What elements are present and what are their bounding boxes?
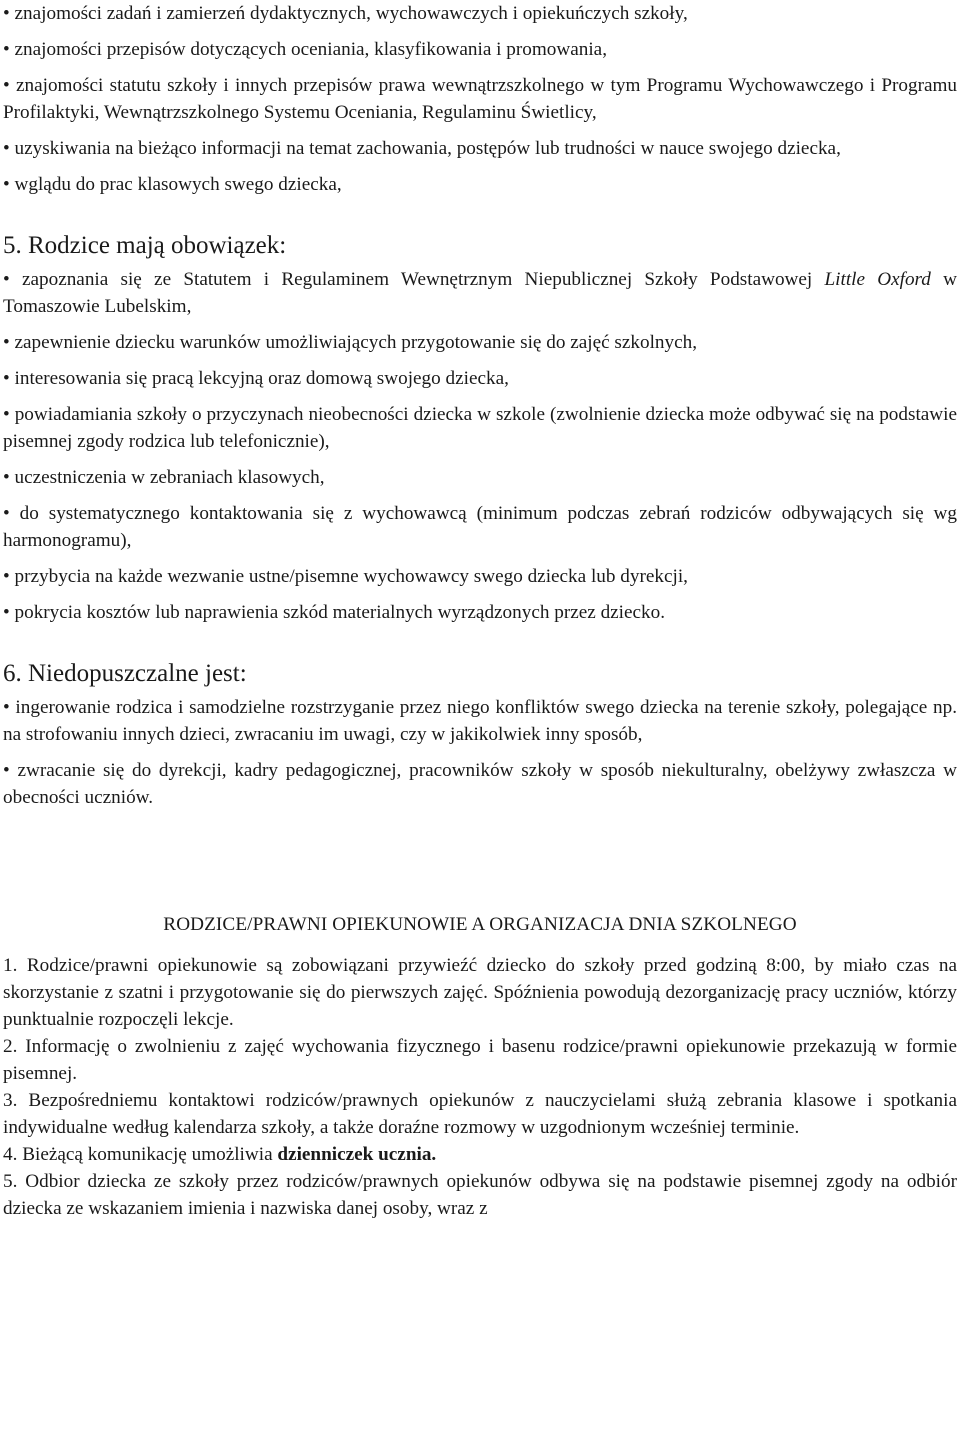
list-item: • do systematycznego kontaktowania się z wychowawcą (minimum podczas zebrań rodziców odbywających się wg harmonogramu), (3, 500, 957, 554)
list-item: • uzyskiwania na bieżąco informacji na temat zachowania, postępów lub trudności w nauce swojego dziecka, (3, 135, 957, 162)
list-item: • ingerowanie rodzica i samodzielne rozstrzyganie przez niego konfliktów swego dziecka na terenie szkoły, polegające np. na strofowaniu innych dzieci, zwracaniu im uwagi, czy w jakikolwiek inny sposób, (3, 694, 957, 748)
school-name: Little Oxford (824, 269, 931, 290)
list-item: • interesowania się pracą lekcyjną oraz domową swojego dziecka, (3, 365, 957, 392)
numbered-paragraph: 1. Rodzice/prawni opiekunowie są zobowiązani przywieźć dziecko do szkoły przed godziną 8:00, by miało czas na skorzystanie z szatni i przygotowanie się do pierwszych zajęć. Spóźnienia powodują dezorganizację pracy uczniów, którzy punktualnie rozpoczęli lekcje. (3, 955, 957, 1030)
list-item (3, 266, 957, 320)
list-item: • zwracanie się do dyrekcji, kadry pedagogicznej, pracowników szkoły w sposób niekulturalny, obelżywy zwłaszcza w obecności uczniów. (3, 757, 957, 811)
list-item: • powiadamiania szkoły o przyczynach nieobecności dziecka w szkole (zwolnienie dziecka może odbywać się na podstawie pisemnej zgody rodzica lub telefonicznie), (3, 401, 957, 455)
list-item: • uczestniczenia w zebraniach klasowych, (3, 464, 957, 491)
rights-list (3, 0, 957, 198)
list-item-text: w Tomaszowie Lubelskim, (3, 269, 958, 317)
numbered-paragraph: 5. Odbior dziecka ze szkoły przez rodziców/prawnych opiekunów odbywa się na podstawie pisemnej zgody na odbiór dziecka ze wskazaniem imienia i nazwiska danej osoby, wraz z (3, 1171, 957, 1219)
numbered-paragraph: 3. Bezpośredniemu kontaktowi rodziców/prawnych opiekunów z nauczycielami służą zebrania klasowe i spotkania indywidualne według kalendarza szkoły, a także doraźne rozmowy w uzgodnionym wcześniej terminie. (3, 1090, 957, 1138)
list-item: • pokrycia kosztów lub naprawienia szkód materialnych wyrządzonych przez dziecko. (3, 599, 957, 626)
section-5-heading: 5. Rodzice mają obowiązek: (3, 232, 287, 259)
paragraph-text: 4. Bieżącą komunikację umożliwia (3, 1144, 278, 1165)
obligations-list (3, 266, 957, 626)
list-item: • znajomości zadań i zamierzeń dydaktycznych, wychowawczych i opiekuńczych szkoły, (3, 0, 957, 27)
organization-title: RODZICE/PRAWNI OPIEKUNOWIE A ORGANIZACJA DNIA SZKOLNEGO (163, 914, 797, 935)
list-item: • wglądu do prac klasowych swego dziecka, (3, 171, 957, 198)
section-6-heading: 6. Niedopuszczalne jest: (3, 660, 247, 687)
list-item: • zapewnienie dziecku warunków umożliwiających przygotowanie się do zajęć szkolnych, (3, 329, 957, 356)
prohibitions-list (3, 694, 957, 811)
paragraph-bold-text: dzienniczek ucznia. (277, 1144, 437, 1165)
numbered-paragraph: 2. Informację o zwolnieniu z zajęć wychowania fizycznego i basenu rodzice/prawni opiekunowie przekazują w formie pisemnej. (3, 1036, 957, 1084)
list-item: • znajomości przepisów dotyczących oceniania, klasyfikowania i promowania, (3, 36, 957, 63)
list-item: • przybycia na każde wezwanie ustne/pisemne wychowawcy swego dziecka lub dyrekcji, (3, 563, 957, 590)
list-item: • znajomości statutu szkoły i innych przepisów prawa wewnątrzszkolnego w tym Programu Wychowawczego i Programu Profilaktyki, Wewnątrzszkolnego Systemu Oceniania, Regulaminu Świetlicy, (3, 72, 957, 126)
numbered-paragraph (3, 1141, 957, 1168)
list-item-text: zapoznania się ze Statutem i Regulaminem Wewnętrznym Niepublicznej Szkoły Podstawowej (21, 269, 825, 290)
organization-paragraphs (3, 952, 957, 1222)
document-page (3, 0, 957, 1222)
